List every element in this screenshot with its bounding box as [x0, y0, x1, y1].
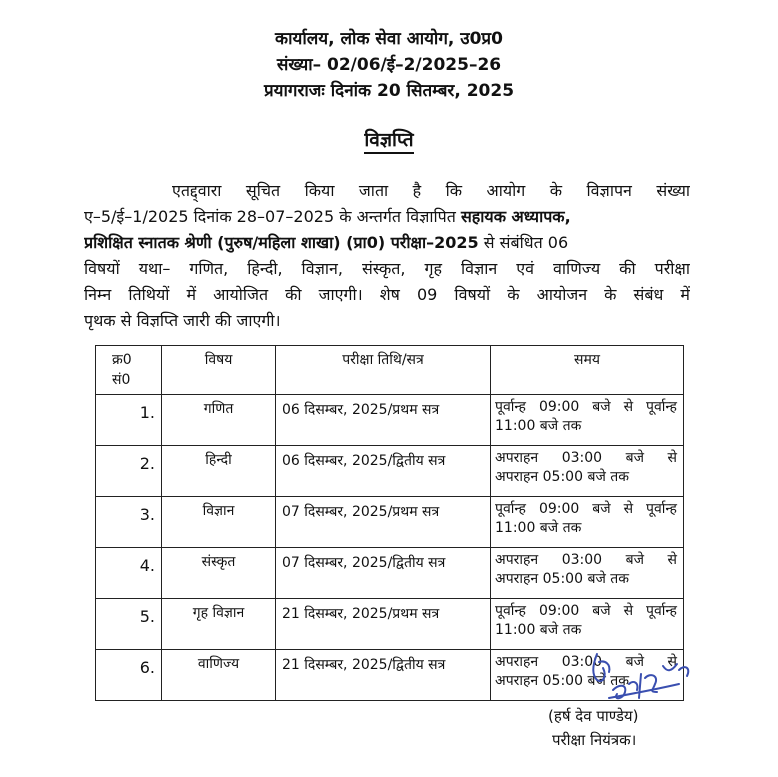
paragraph-line-1 — [84, 180, 690, 202]
row-date-session: 21 दिसम्बर, 2025/प्रथम सत्र — [276, 599, 491, 650]
header-serial-line1: क्र0 — [112, 352, 132, 368]
header-date-session: परीक्षा तिथि/सत्र — [276, 346, 491, 395]
row-date-session: 06 दिसम्बर, 2025/द्वितीय सत्र — [276, 446, 491, 497]
row-time-line1: पूर्वान्ह 09:00 बजे से पूर्वान्ह — [495, 603, 677, 619]
row-serial: 5. — [96, 599, 162, 650]
table-row — [96, 395, 684, 446]
row-time — [491, 599, 684, 650]
signatory-designation: परीक्षा नियंत्रक। — [552, 731, 637, 749]
paragraph-line-5 — [84, 284, 690, 306]
paragraph-line-2-bold: सहायक अध्यापक, — [460, 207, 571, 226]
row-serial: 6. — [96, 650, 162, 701]
row-serial: 1. — [96, 395, 162, 446]
row-time-line1: अपराहन 03:00 बजे से — [495, 552, 677, 568]
paragraph-line-4-text: विषयों यथा– गणित, हिन्दी, विज्ञान, संस्कृत, गृह विज्ञान एवं वाणिज्य की परीक्षा — [84, 259, 690, 278]
row-time-line2: अपराहन 05:00 बजे तक — [495, 469, 630, 485]
row-date-session: 07 दिसम्बर, 2025/प्रथम सत्र — [276, 497, 491, 548]
row-time-line1: अपराहन 03:00 बजे से — [495, 450, 677, 466]
notice-title-text: विज्ञप्ति — [364, 129, 413, 154]
row-time-line1: अपराहन 03:00 बजे से — [495, 654, 677, 670]
row-subject: गृह विज्ञान — [162, 599, 276, 650]
row-subject: संस्कृत — [162, 548, 276, 599]
table-row — [96, 548, 684, 599]
header-subject: विषय — [162, 346, 276, 395]
row-time — [491, 497, 684, 548]
row-time-line2: 11:00 बजे तक — [495, 520, 582, 536]
paragraph-line-3-bold: प्रशिक्षित स्नातक श्रेणी (पुरुष/महिला शाखा) (प्रा0) परीक्षा–2025 — [84, 233, 479, 252]
header-time: समय — [491, 346, 684, 395]
place-date: प्रयागराजः दिनांक 20 सितम्बर, 2025 — [263, 81, 515, 101]
reference-number: संख्या– 02/06/ई–2/2025–26 — [276, 55, 502, 75]
office-name: कार्यालय, लोक सेवा आयोग, उ0प्र0 — [275, 29, 503, 49]
header-serial-line2: सं0 — [112, 372, 131, 388]
paragraph-line-4 — [84, 258, 690, 280]
row-subject: वाणिज्य — [162, 650, 276, 701]
row-subject: हिन्दी — [162, 446, 276, 497]
handwritten-signature — [583, 650, 703, 710]
row-time — [491, 548, 684, 599]
paragraph-line-2 — [84, 206, 690, 228]
row-serial: 2. — [96, 446, 162, 497]
row-time — [491, 446, 684, 497]
exam-schedule-table — [95, 345, 684, 701]
header-serial — [96, 346, 162, 395]
row-subject: विज्ञान — [162, 497, 276, 548]
row-time — [491, 395, 684, 446]
row-time-line2: 11:00 बजे तक — [495, 622, 582, 638]
paragraph-line-6 — [84, 310, 690, 332]
paragraph-line-3 — [84, 232, 690, 254]
paragraph-line-1-text: एतद्द्वारा सूचित किया जाता है कि आयोग के विज्ञापन संख्या — [172, 181, 690, 200]
table-row — [96, 599, 684, 650]
row-date-session: 07 दिसम्बर, 2025/द्वितीय सत्र — [276, 548, 491, 599]
paragraph-line-5-text: निम्न तिथियों में आयोजित की जाएगी। शेष 09 विषयों के आयोजन के संबंध में — [84, 285, 690, 304]
row-time-line2: अपराहन 05:00 बजे तक — [495, 571, 630, 587]
paragraph-line-6-text: पृथक से विज्ञप्ति जारी की जाएगी। — [84, 311, 281, 330]
row-subject: गणित — [162, 395, 276, 446]
table-row — [96, 446, 684, 497]
notice-title — [0, 128, 778, 152]
row-time-line1: पूर्वान्ह 09:00 बजे से पूर्वान्ह — [495, 399, 677, 415]
table-row — [96, 497, 684, 548]
paragraph-line-2-text: ए–5/ई–1/2025 दिनांक 28–07–2025 के अन्तर्गत विज्ञापित — [84, 207, 461, 226]
row-date-session: 06 दिसम्बर, 2025/प्रथम सत्र — [276, 395, 491, 446]
table-header-row — [96, 346, 684, 395]
row-serial: 3. — [96, 497, 162, 548]
signatory-name: (हर्ष देव पाण्डेय) — [548, 707, 639, 725]
row-date-session: 21 दिसम्बर, 2025/द्वितीय सत्र — [276, 650, 491, 701]
paragraph-line-3-text: से संबंधित 06 — [478, 233, 569, 252]
row-time-line1: पूर्वान्ह 09:00 बजे से पूर्वान्ह — [495, 501, 677, 517]
row-serial: 4. — [96, 548, 162, 599]
row-time-line2: 11:00 बजे तक — [495, 418, 582, 434]
row-time-line2: अपराहन 05:00 बजे तक — [495, 673, 630, 689]
